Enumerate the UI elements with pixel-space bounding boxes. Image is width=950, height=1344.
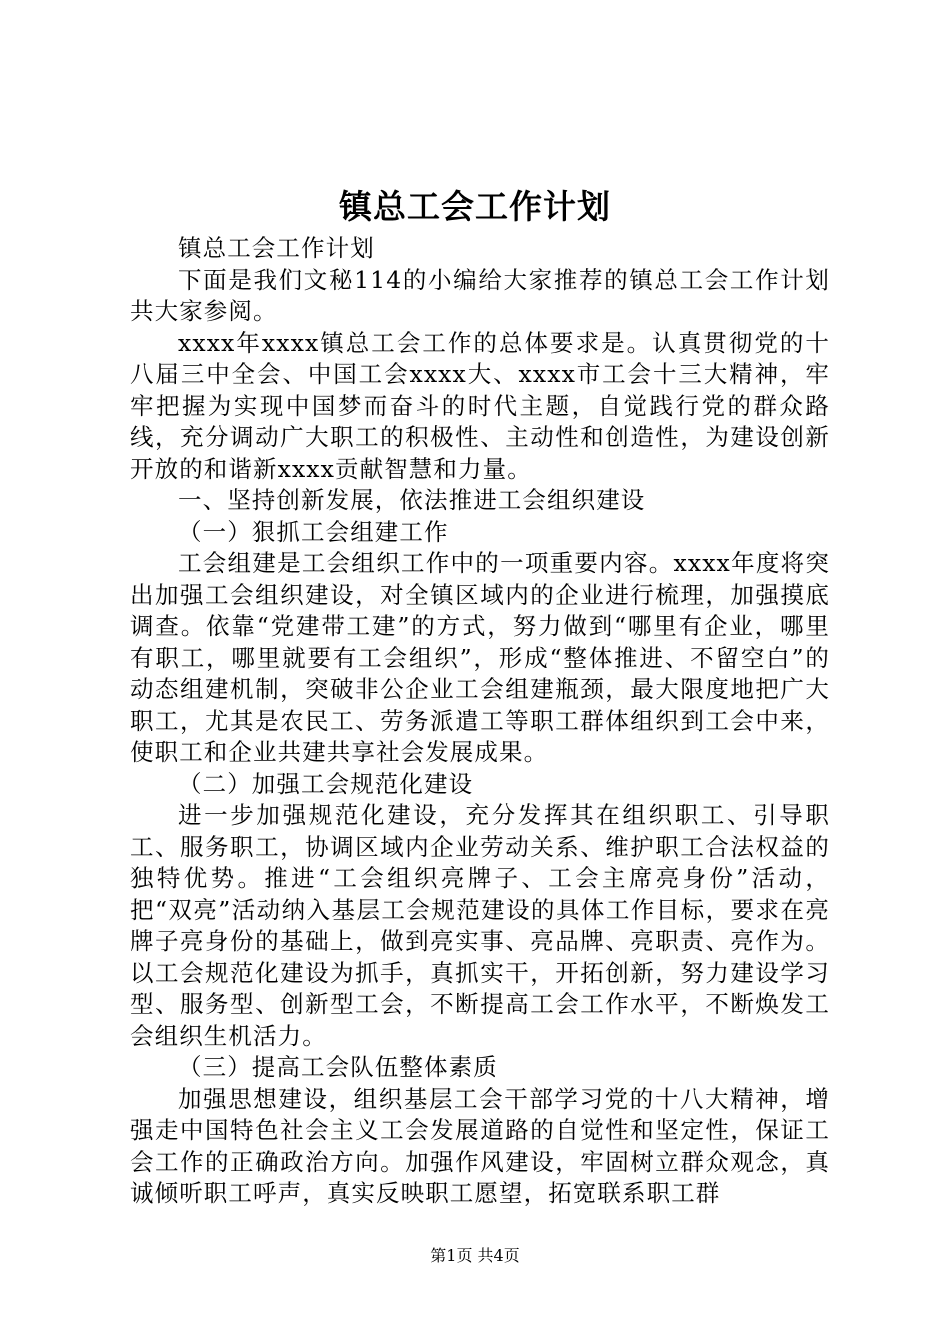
page-footer: 第1页 共4页 (430, 1246, 520, 1265)
section-heading-1: 一、坚持创新发展，依法推进工会组织建设 (178, 486, 646, 514)
paragraph-overall-requirements: xxxx年xxxx镇总工会工作的总体要求是。认真贯彻党的十八届三中全会、中国工会xxxx大、xxxx市工会十三大精神，牢牢把握为实现中国梦而奋斗的时代主题，自觉践行党的群众路线，充分调动广大职工的积极性、主动性和创造性，为建设创新开放的和谐新xxxx贡献智慧和力量。 (130, 328, 830, 483)
paragraph-standardization: 进一步加强规范化建设，充分发挥其在组织职工、引导职工、服务职工，协调区域内企业劳动关系、维护职工合法权益的独特优势。推进“工会组织亮牌子、工会主席亮身份”活动，把“双亮”活动纳入基层工会规范建设的具体工作目标，要求在亮牌子亮身份的基础上，做到亮实事、亮品牌、亮职责、亮作为。以工会规范化建设为抓手，真抓实干，开拓创新，努力建设学习型、服务型、创新型工会，不断提高工会工作水平，不断焕发工会组织生机活力。 (130, 801, 830, 1050)
subsection-heading-1: （一）狠抓工会组建工作 (178, 517, 449, 546)
paragraph-heading-repeat: 镇总工会工作计划 (178, 234, 375, 262)
document-body (130, 233, 830, 1210)
paragraph-team-quality: 加强思想建设，组织基层工会干部学习党的十八大精神，增强走中国特色社会主义工会发展道路的自觉性和坚定性，保证工会工作的正确政治方向。加强作风建设，牢固树立群众观念，真诚倾听职工呼声，真实反映职工愿望，拓宽联系职工群 (130, 1084, 830, 1207)
subsection-heading-3: （三）提高工会队伍整体素质 (178, 1053, 498, 1081)
subsection-heading-2: （二）加强工会规范化建设 (178, 769, 474, 798)
document-title: 镇总工会工作计划 (339, 187, 611, 226)
paragraph-intro: 下面是我们文秘114的小编给大家推荐的镇总工会工作计划共大家参阅。 (130, 265, 830, 325)
paragraph-union-formation: 工会组建是工会组织工作中的一项重要内容。xxxx年度将突出加强工会组织建设，对全镇区域内的企业进行梳理，加强摸底调查。依靠“党建带工建”的方式，努力做到“哪里有企业，哪里有职工，哪里就要有工会组织”，形成“整体推进、不留空白”的动态组建机制，突破非公企业工会组建瓶颈，最大限度地把广大职工，尤其是农民工、劳务派遣工等职工群体组织到工会中来，使职工和企业共建共享社会发展成果。 (130, 549, 830, 766)
